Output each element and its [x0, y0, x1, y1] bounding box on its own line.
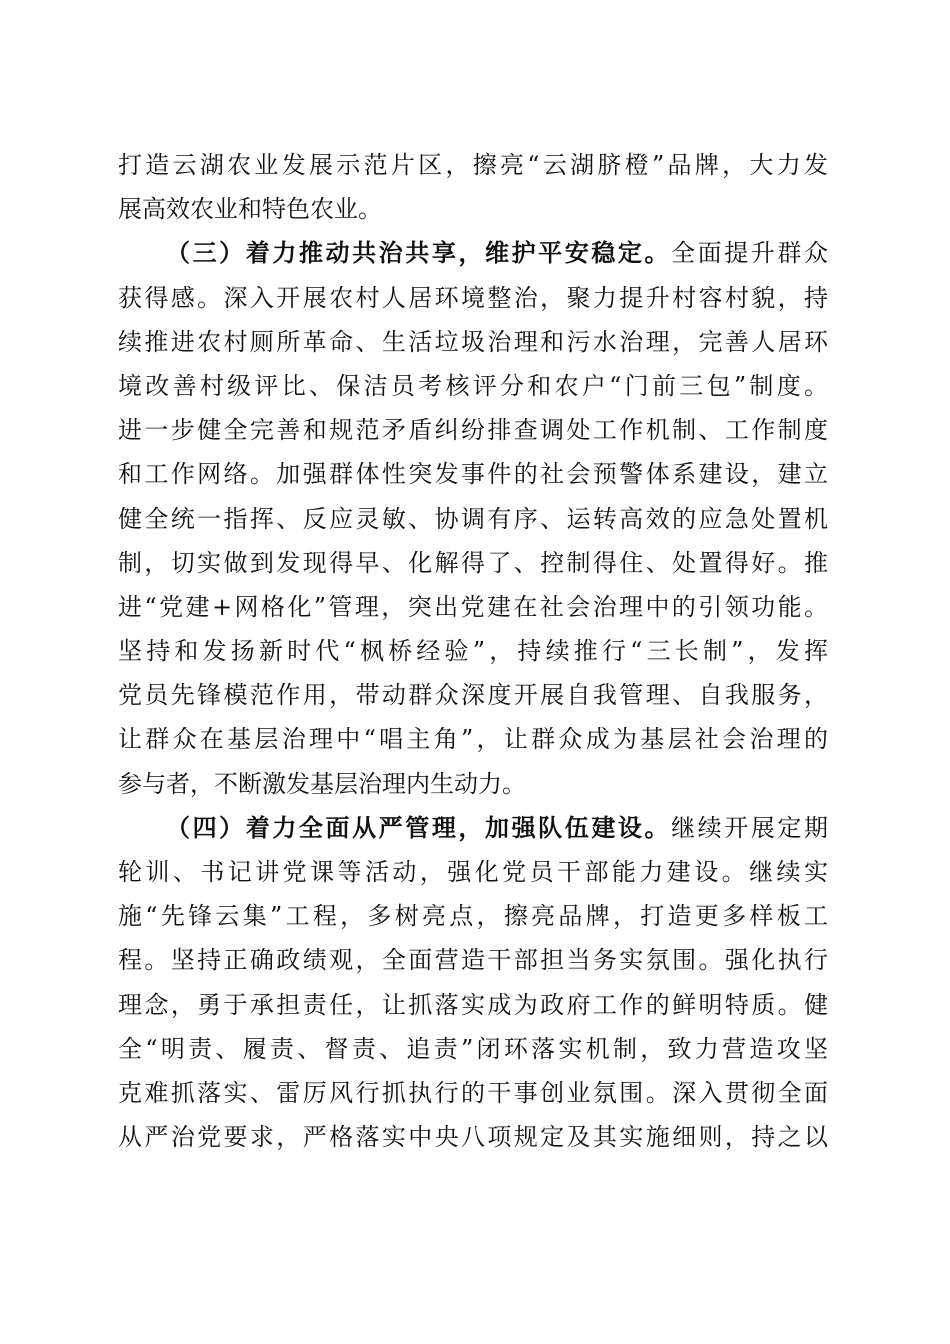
- paragraph-line: 让群众在基层治理中“唱主角”，让群众成为基层社会治理的: [118, 725, 828, 754]
- section-heading-3: （三）着力推动共治共享，维护平安稳定。: [166, 238, 672, 268]
- paragraph-line: 打造云湖农业发展示范片区，擦亮“云湖脐橙”品牌，大力发: [118, 151, 828, 179]
- paragraph-line: 程。坚持正确政绩观，全面营造干部担当务实氛围。强化执行: [118, 946, 828, 975]
- paragraph-line: 获得感。深入开展农村人居环境整治，聚力提升村容村貌，持: [118, 283, 828, 312]
- section-heading-4: （四）着力全面从严管理，加强队伍建设。: [166, 812, 672, 842]
- paragraph-first-line: [118, 806, 828, 850]
- paragraph-line: 从严治党要求，严格落实中央八项规定及其实施细则，持之以: [118, 1123, 828, 1152]
- document-body: [118, 143, 828, 1159]
- paragraph-line: 党员先锋模范作用，带动群众深度开展自我管理、自我服务，: [118, 681, 828, 710]
- paragraph-line: 施“先锋云集”工程，多树亮点，擦亮品牌，打造更多样板工: [118, 902, 828, 931]
- paragraph-line: 展高效农业和特色农业。: [118, 195, 382, 224]
- paragraph-2: [118, 231, 828, 805]
- paragraph-line: 健全统一指挥、反应灵敏、协调有序、运转高效的应急处置机: [118, 504, 828, 533]
- paragraph-line: 轮训、书记讲党课等活动，强化党员干部能力建设。继续实: [118, 858, 828, 886]
- paragraph-line: 进一步健全完善和规范矛盾纠纷排查调处工作机制、工作制度: [118, 416, 828, 445]
- paragraph-1: [118, 143, 828, 231]
- paragraph-line: 参与者，不断激发基层治理内生动力。: [118, 769, 526, 798]
- paragraph-line: 坚持和发扬新时代“枫桥经验”，持续推行“三长制”，发挥: [118, 637, 828, 666]
- paragraph-line: 和工作网络。加强群体性突发事件的社会预警体系建设，建立: [118, 460, 828, 489]
- paragraph-line: 理念，勇于承担责任，让抓落实成为政府工作的鲜明特质。健: [118, 990, 828, 1019]
- paragraph-line-text: 继续开展定期: [671, 813, 829, 842]
- paragraph-line-text: 全面提升群众: [671, 239, 829, 268]
- paragraph-first-line: [118, 231, 828, 275]
- paragraph-line: 全“明责、履责、督责、追责”闭环落实机制，致力营造攻坚: [118, 1034, 828, 1063]
- paragraph-line: 克难抓落实、雷厉风行抓执行的干事创业氛围。深入贯彻全面: [118, 1078, 828, 1107]
- paragraph-line: 制，切实做到发现得早、化解得了、控制得住、处置得好。推: [118, 548, 828, 577]
- paragraph-line: 续推进农村厕所革命、生活垃圾治理和污水治理，完善人居环: [118, 327, 828, 356]
- paragraph-3: [118, 806, 828, 1160]
- paragraph-line: 进“党建+网格化”管理，突出党建在社会治理中的引领功能。: [118, 592, 828, 621]
- paragraph-line: 境改善村级评比、保洁员考核评分和农户“门前三包”制度。: [118, 371, 828, 400]
